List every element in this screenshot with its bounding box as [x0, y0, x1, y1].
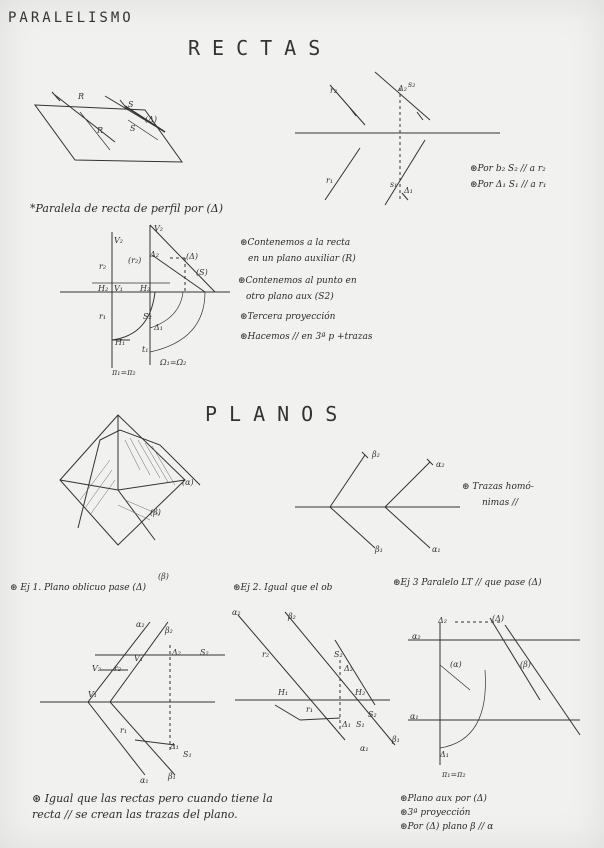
ej1-alpha2: α₂ [136, 620, 145, 629]
ej3-delta1: Δ₁ [440, 750, 449, 759]
ej2-r1: r₁ [306, 705, 314, 714]
ej3-alpha: (α) [450, 660, 462, 669]
footer-right-2: ⊛3ª proyección [400, 808, 471, 818]
step-1b: en un plano auxiliar (R) [248, 254, 356, 264]
ej1-beta1: β₁ [168, 772, 176, 781]
step-2a: ⊛Contenemos al punto en [238, 276, 357, 286]
ej1-heading: ⊛ Ej 1. Plano oblicuo pase (Δ) [10, 583, 146, 593]
ej1-r1: r₁ [120, 726, 128, 735]
label-p-v2: V₂ [114, 236, 123, 245]
label-p-h1: H₁ [115, 338, 126, 347]
rectas-plane-figure [35, 92, 182, 162]
label-delta2: Δ₂ [398, 84, 407, 93]
ej2-beta1: β₁ [392, 735, 400, 744]
label-r: R [78, 92, 85, 101]
label-beta2: β₂ [372, 450, 380, 459]
ej3-alpha1: α₁ [410, 712, 419, 721]
ej3-pi: π₁=π₂ [442, 770, 466, 779]
ej1-figure [40, 622, 225, 775]
ej1-delta1: Δ₁ [170, 742, 179, 751]
step-1a: ⊛Contenemos a la recta [240, 238, 351, 248]
footer-left-2: recta // se crean las trazas del plano. [32, 808, 238, 821]
step-3: ⊛Tercera proyección [240, 312, 336, 322]
ej1-v2: V₂ [92, 664, 101, 673]
footer-right-1: ⊛Plano aux por (Δ) [400, 794, 487, 804]
ej3-figure [408, 618, 580, 765]
step-2b: otro plano aux (S2) [246, 292, 334, 302]
label-s: S [128, 100, 134, 109]
label-p-h2b: H₂ [140, 284, 151, 293]
section-title-planos: PLANOS [205, 402, 350, 426]
ej1-beta: (β) [158, 572, 169, 581]
ej3-beta: (β) [520, 660, 531, 669]
note-2: ⊛Por Δ₁ S₁ // a r₁ [470, 180, 547, 190]
label-p-s2: S₂ [143, 312, 152, 321]
ej2-h1: H₁ [278, 688, 289, 697]
label-p-delta: (Δ) [186, 252, 199, 261]
planos-note-1: ⊛ Trazas homó- [462, 482, 534, 492]
label-r2: r₂ [330, 86, 338, 95]
label-s1: s₁ [390, 180, 398, 189]
ej3-delta: (Δ) [492, 614, 505, 623]
ej2-beta2: β₂ [288, 612, 296, 621]
ej2-s2b: S₂ [368, 710, 377, 719]
ej2-figure [235, 612, 395, 745]
ej3-delta2: Δ₂ [438, 616, 447, 625]
label-p-s: (S) [196, 268, 208, 277]
ej2-s2: S₂ [334, 650, 343, 659]
label-p-delta1: Δ₁ [154, 323, 163, 332]
section-title-rectas: RECTAS [188, 36, 333, 60]
ej1-s2: S₂ [200, 648, 209, 657]
label-alpha2: α₂ [436, 460, 445, 469]
ej2-alpha2: α₂ [232, 608, 241, 617]
ej2-delta2: Δ₂ [344, 664, 353, 673]
ej2-s1: S₁ [356, 720, 365, 729]
footer-right-3: ⊛Por (Δ) plano β // α [400, 822, 494, 832]
label-s-plane: S [130, 124, 136, 133]
ej3-heading: ⊛Ej 3 Paralelo LT // que pase (Δ) [393, 578, 542, 588]
label-p-v1: V₁ [114, 284, 123, 293]
label-p-r2: r₂ [99, 262, 107, 271]
planos-iso-figure [60, 415, 200, 545]
subtitle-profile: *Paralela de recta de perfil por (Δ) [30, 202, 223, 215]
ej1-v1-top: V₁ [134, 654, 143, 663]
ej2-alpha1: α₁ [360, 744, 369, 753]
planos-note-2: nimas // [482, 498, 519, 508]
label-p-delta2: Δ₂ [150, 250, 159, 259]
ej2-delta1: Δ₁ [342, 720, 351, 729]
label-p-r1: r₁ [99, 312, 107, 321]
ej1-delta2: Δ₂ [172, 648, 181, 657]
label-r1: r₁ [326, 176, 334, 185]
page-title: PARALELISMO [8, 10, 134, 26]
ej1-beta2: β₂ [165, 626, 173, 635]
ej1-s1: S₁ [183, 750, 192, 759]
ej1-alpha1: α₁ [140, 776, 149, 785]
ej3-alpha2: α₂ [412, 632, 421, 641]
step-4: ⊛Hacemos // en 3ª p +trazas [240, 332, 373, 342]
label-beta1: β₁ [375, 545, 383, 554]
label-p-r2b: (r₂) [128, 256, 142, 265]
label-delta1: Δ₁ [404, 186, 413, 195]
ej1-v1: V₁ [88, 690, 97, 699]
label-beta-iso: (β) [150, 508, 161, 517]
ej2-h2: H₂ [355, 688, 366, 697]
ej2-r2: r₂ [262, 650, 270, 659]
footer-left-1: ⊛ Igual que las rectas pero cuando tiene la [32, 792, 273, 805]
label-delta: (Δ) [145, 115, 158, 124]
label-r-plane: R [97, 126, 104, 135]
ej1-r2: r₂ [114, 664, 122, 673]
label-p-pi: π₁=π₂ [112, 368, 136, 377]
label-p-omega: Ω₁=Ω₂ [160, 358, 187, 367]
label-p-t1: t₁ [142, 345, 149, 354]
ej2-heading: ⊛Ej 2. Igual que el ob [233, 583, 333, 593]
label-alpha1: α₁ [432, 545, 441, 554]
label-p-h2: H₂ [98, 284, 109, 293]
note-1: ⊛Por b₂ S₂ // a r₂ [470, 164, 546, 174]
label-p-v2b: V₂ [154, 224, 163, 233]
label-alpha-iso: (α) [182, 478, 194, 487]
label-s2: s₂ [408, 80, 416, 89]
